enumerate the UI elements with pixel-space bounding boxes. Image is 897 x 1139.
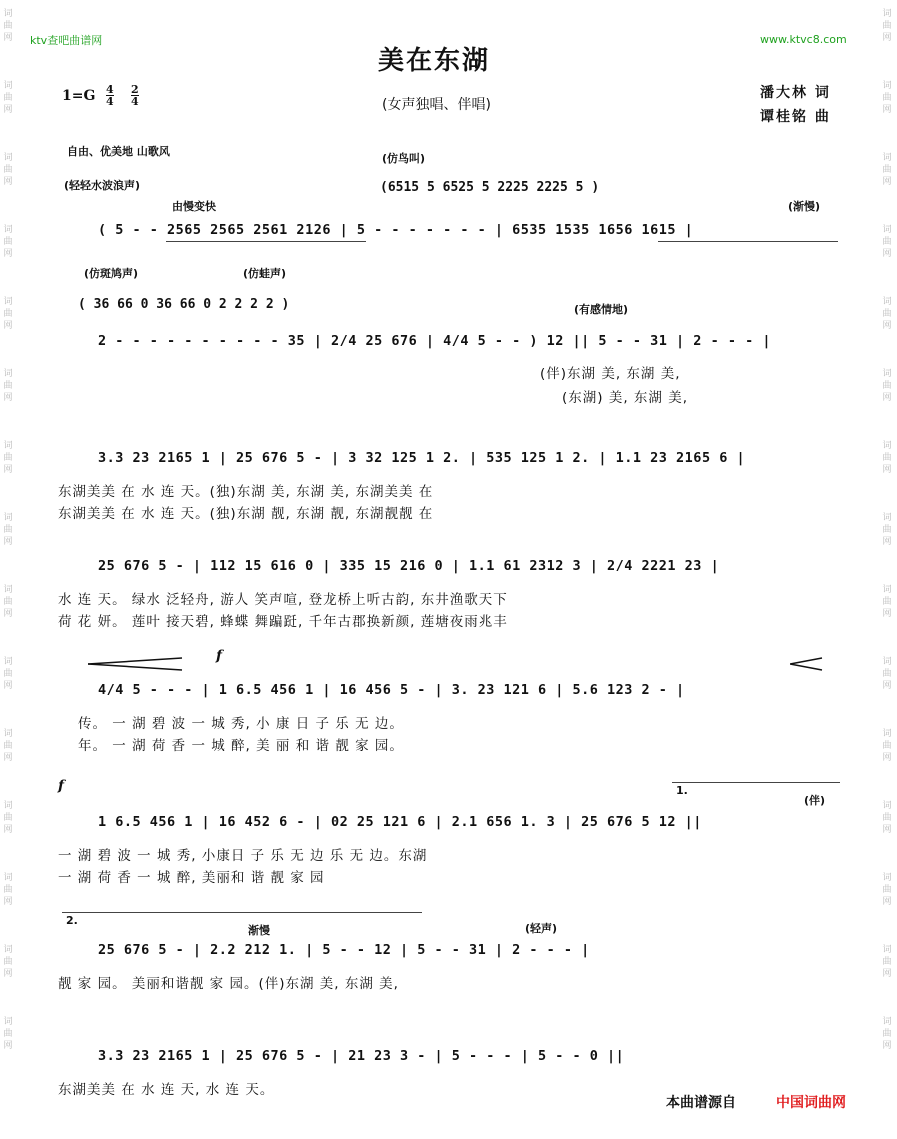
left-site-link[interactable]: ktv查吧曲谱网 [30, 34, 103, 47]
volta-first-ending: 1. [676, 784, 688, 797]
beam-underline [658, 241, 838, 242]
turtledove-note: (仿斑鸠声) [84, 267, 139, 280]
staff-notes: ( 5 - - 2565 2565 2561 2126 | 5 - - - - - - - | 6535 1535 1656 1615 | [98, 222, 694, 238]
staff-notes: 25 676 5 - | 2.2 212 1. | 5 - - 12 | 5 - - 31 | 2 - - - | [98, 942, 590, 958]
bird-call-notes: (6515 5 6525 5 2225 2225 5 ) [380, 180, 600, 195]
lyrics-verse-1: 东湖美美 在 水 连 天。(独)东湖 美, 东湖 美, 东湖美美 在 [58, 484, 434, 500]
ritard-marking: 渐慢 [248, 924, 270, 937]
staff-notes: 3.3 23 2165 1 | 25 676 5 - | 3 32 125 1 2. | 535 125 1 2. | 1.1 23 2165 6 | [98, 450, 746, 466]
water-sound-note: (轻轻水波浪声) [64, 179, 141, 192]
slow-to-fast-marking: 由慢变快 [172, 200, 216, 213]
tempo-marking: 自由、优美地 山歌风 [67, 145, 170, 158]
staff-row-1 [40, 222, 855, 256]
song-title: 美在东湖 [378, 46, 491, 76]
feeling-marking: (有感情地) [574, 303, 629, 316]
staff-notes: 25 676 5 - | 112 15 616 0 | 335 15 216 0 | 1.1 61 2312 3 | 2/4 2221 23 | [98, 558, 720, 574]
forte-marking: f [58, 778, 65, 794]
lyrics-verse-2: 一 湖 荷 香 一 城 醉, 美丽和 谐 靓 家 园 [58, 870, 325, 886]
lyrics-verse-1: 靓 家 园。 美丽和谐靓 家 园。(伴)东湖 美, 东湖 美, [58, 976, 399, 992]
source-site-link[interactable]: 中国词曲网 [776, 1095, 846, 1111]
staff-row-3 [40, 450, 855, 484]
staff-row-2 [40, 333, 855, 367]
staff-notes: 3.3 23 2165 1 | 25 676 5 - | 21 23 3 - | 5 - - - | 5 - - 0 || [98, 1048, 625, 1064]
lyrics-verse-2: 荷 花 妍。 莲叶 接天碧, 蜂蝶 舞蹁跹, 千年古郡换新颜, 莲塘夜雨兆丰 [58, 614, 508, 630]
volta-bracket-2 [62, 912, 422, 913]
staff-notes: 1 6.5 456 1 | 16 452 6 - | 02 25 121 6 | 2.1 656 1. 3 | 25 676 5 12 || [98, 814, 702, 830]
lyrics-verse-2: 年。 一 湖 荷 香 一 城 醉, 美 丽 和 谐 靓 家 园。 [78, 738, 404, 754]
frog-note: (仿蛙声) [243, 267, 287, 280]
lyricist-credit: 潘大林 词 [760, 85, 831, 101]
volta-bracket-1 [672, 782, 840, 783]
staff-row-6 [40, 814, 855, 848]
lyrics-verse-1: 水 连 天。 绿水 泛轻舟, 游人 笑声喧, 登龙桥上听古韵, 东井渔歌天下 [58, 592, 508, 608]
forte-marking: f [216, 648, 223, 664]
soft-voice-marking: (轻声) [525, 922, 558, 935]
turtledove-notes: ( 36 66 0 36 66 0 2 2 2 2 ) [78, 297, 290, 312]
lyrics-verse-1: 传。 一 湖 碧 波 一 城 秀, 小 康 日 子 乐 无 边。 [78, 716, 404, 732]
staff-row-7 [40, 942, 855, 976]
lyrics-verse-1: 东湖美美 在 水 连 天, 水 连 天。 [58, 1082, 275, 1098]
right-site-link[interactable]: www.ktvc8.com [760, 33, 847, 46]
lyrics-verse-1: (伴)东湖 美, 东湖 美, [540, 366, 681, 382]
beam-underline [166, 241, 366, 242]
accompaniment-marking: (伴) [804, 794, 826, 807]
time-signature-1: 4 4 [106, 83, 114, 108]
staff-notes: 2 - - - - - - - - - - 35 | 2/4 25 676 | 4/4 5 - - ) 12 || 5 - - 31 | 2 - - - | [98, 333, 771, 349]
right-watermark-column: 词曲网 词曲网 词曲网 词曲网 词曲网 词曲网 词曲网 词曲网 词曲网 词曲网 词曲网 词曲网 词曲网 词曲网 词曲网 [882, 9, 892, 1051]
source-label: 本曲谱源自 [666, 1095, 736, 1111]
staff-row-4 [40, 558, 855, 592]
staff-row-5 [40, 682, 855, 716]
song-subtitle: (女声独唱、伴唱) [382, 97, 491, 113]
staff-row-8 [40, 1048, 855, 1082]
time-signature-2: 2 4 [131, 83, 139, 108]
ritard-marking: (渐慢) [788, 200, 821, 213]
volta-second-ending: 2. [66, 914, 78, 927]
key-signature: 1=G [62, 88, 96, 104]
staff-notes: 4/4 5 - - - | 1 6.5 456 1 | 16 456 5 - | 3. 23 121 6 | 5.6 123 2 - | [98, 682, 685, 698]
left-watermark-column: 词曲网 词曲网 词曲网 词曲网 词曲网 词曲网 词曲网 词曲网 词曲网 词曲网 词曲网 词曲网 词曲网 词曲网 词曲网 [3, 9, 13, 1051]
decrescendo-hairpin [88, 656, 184, 672]
lyrics-verse-2: (东湖) 美, 东湖 美, [562, 390, 688, 406]
bird-call-note: (仿鸟叫) [382, 152, 426, 165]
lyrics-verse-1: 一 湖 碧 波 一 城 秀, 小康日 子 乐 无 边 乐 无 边。东湖 [58, 848, 428, 864]
composer-credit: 谭桂铭 曲 [760, 109, 831, 125]
crescendo-hairpin [790, 656, 824, 672]
lyrics-verse-2: 东湖美美 在 水 连 天。(独)东湖 靓, 东湖 靓, 东湖靓靓 在 [58, 506, 434, 522]
